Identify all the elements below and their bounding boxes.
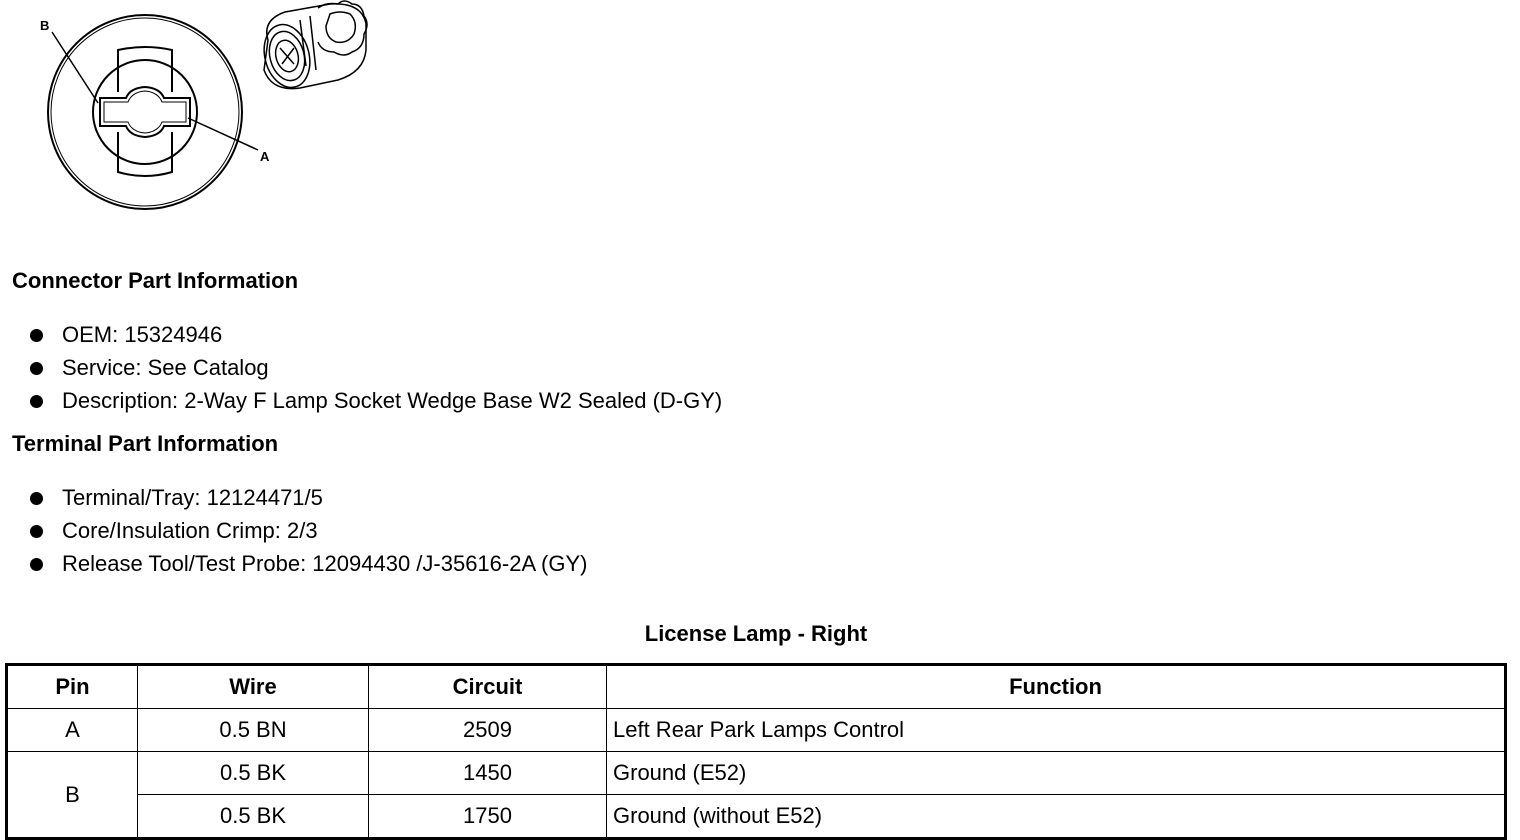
oem-number: OEM: 15324946 [62,322,223,347]
column-header-wire: Wire [138,665,369,709]
column-header-function: Function [607,665,1506,709]
function-cell: Left Rear Park Lamps Control [607,709,1506,752]
bullet-icon [30,395,43,408]
table-title: License Lamp - Right [644,621,868,646]
crimp-info: Core/Insulation Crimp: 2/3 [62,518,318,543]
wire-cell: 0.5 BK [138,795,369,839]
circuit-cell: 2509 [369,709,607,752]
bullet-icon [30,558,43,571]
bullet-icon [30,329,43,342]
bullet-icon [30,492,43,505]
column-header-circuit: Circuit [369,665,607,709]
connector-face-view [48,15,258,209]
wire-cell: 0.5 BK [138,752,369,795]
pin-b-callout: B [40,18,50,33]
pinout-table [5,663,1507,840]
bullet-icon [30,362,43,375]
column-header-pin: Pin [7,665,138,709]
function-cell: Ground (without E52) [607,795,1506,839]
socket-illustration [257,1,367,93]
release-tool-info: Release Tool/Test Probe: 12094430 /J-35616-2A (GY) [62,551,588,576]
connector-description: Description: 2-Way F Lamp Socket Wedge Base W2 Sealed (D-GY) [62,388,723,413]
table-row [7,709,1506,752]
wire-cell: 0.5 BN [138,709,369,752]
function-cell: Ground (E52) [607,752,1506,795]
terminal-part-info-heading: Terminal Part Information [12,431,279,456]
circuit-cell: 1450 [369,752,607,795]
connector-diagram [0,0,380,220]
table-row [7,795,1506,839]
terminal-tray: Terminal/Tray: 12124471/5 [62,485,323,510]
service-info: Service: See Catalog [62,355,269,380]
pin-cell: A [7,709,138,752]
table-header-row [7,665,1506,709]
bullet-icon [30,525,43,538]
pin-cell: B [7,752,138,839]
pin-a-callout: A [260,149,270,164]
circuit-cell: 1750 [369,795,607,839]
connector-part-info-heading: Connector Part Information [12,268,299,293]
table-row [7,752,1506,795]
